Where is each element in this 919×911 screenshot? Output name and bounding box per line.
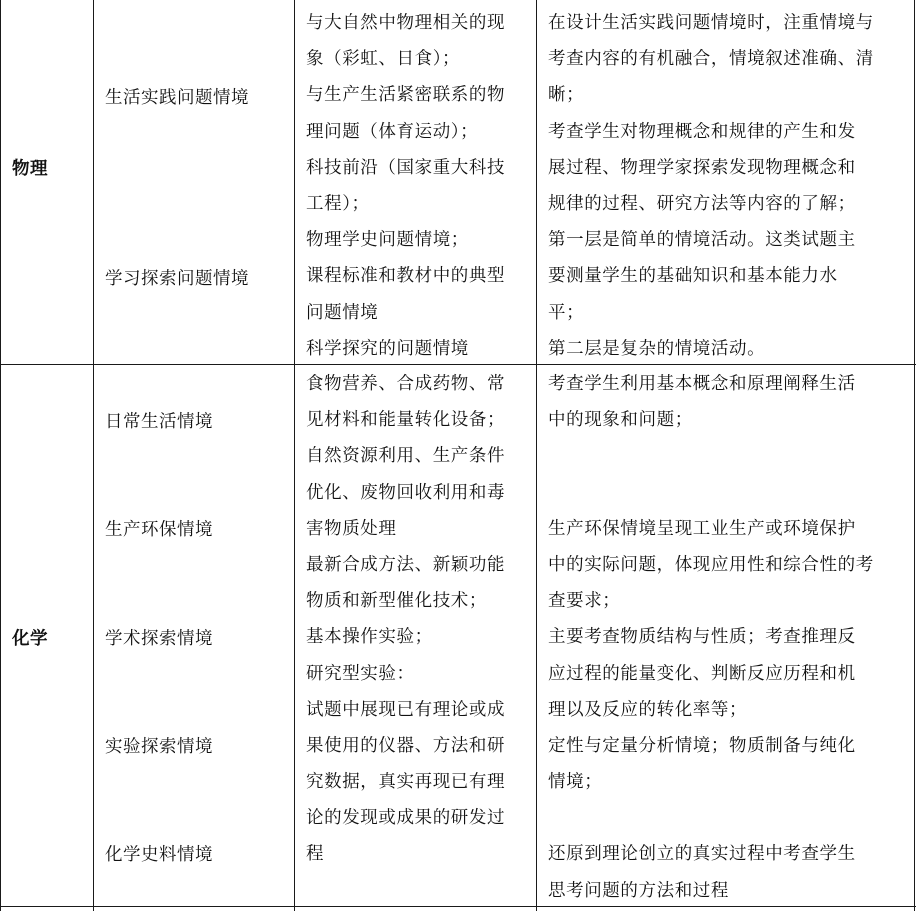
situation-chem-history: 化学史料情境 bbox=[105, 845, 213, 865]
content-line: 与生产生活紧密联系的物 bbox=[306, 85, 506, 106]
requirement-line: 思考问题的方法和过程 bbox=[548, 880, 729, 901]
requirement-line bbox=[548, 800, 874, 836]
table-border-left bbox=[0, 0, 1, 911]
requirement-line: 情境； bbox=[548, 772, 603, 793]
requirement-line: 中的现象和问题； bbox=[548, 410, 693, 431]
column-divider-1 bbox=[93, 0, 94, 911]
situation-chem-production-environment: 生产环保情境 bbox=[105, 520, 213, 540]
requirement-line: 中的实际问题，体现应用性和综合性的考 bbox=[548, 554, 874, 575]
column-divider-2 bbox=[294, 0, 295, 911]
requirement-line: 考查学生对物理概念和规律的产生和发 bbox=[548, 121, 856, 142]
content-line: 基本操作实验； bbox=[306, 627, 433, 648]
content-line: 问题情境 bbox=[306, 302, 379, 323]
content-line: 象（彩虹、日食）； bbox=[306, 49, 461, 70]
content-line: 工程）； bbox=[306, 193, 370, 214]
chemistry-content-cell bbox=[306, 366, 505, 873]
requirement-line: 考查内容的有机融合，情境叙述准确、清 bbox=[548, 49, 874, 70]
subject-label-chemistry: 化学 bbox=[12, 629, 48, 649]
requirement-line: 定性与定量分析情境；物质制备与纯化 bbox=[548, 735, 856, 756]
content-line: 物理学史问题情境； bbox=[306, 230, 469, 251]
requirement-line: 查要求； bbox=[548, 591, 621, 612]
content-line: 见材料和能量转化设备； bbox=[306, 410, 506, 431]
requirement-line: 理以及反应的转化率等； bbox=[548, 699, 748, 720]
content-line: 研究型实验： bbox=[306, 663, 415, 684]
content-line: 害物质处理 bbox=[306, 518, 397, 539]
requirement-line: 晰； bbox=[548, 85, 585, 106]
requirement-line: 规律的过程、研究方法等内容的了解； bbox=[548, 193, 856, 214]
requirement-line bbox=[548, 438, 874, 474]
requirement-line: 平； bbox=[548, 302, 585, 323]
situation-physics-learning-exploration: 学习探索问题情境 bbox=[105, 269, 249, 289]
content-line: 科学探究的问题情境 bbox=[306, 338, 469, 359]
requirement-line: 要测量学生的基础知识和基本能力水 bbox=[548, 266, 838, 287]
chemistry-requirement-cell bbox=[548, 366, 874, 909]
physics-content-cell bbox=[306, 5, 505, 367]
content-line: 科技前沿（国家重大科技 bbox=[306, 157, 506, 178]
content-line: 理问题（体育运动）； bbox=[306, 121, 479, 142]
content-line: 究数据，真实再现已有理 bbox=[306, 772, 506, 793]
requirement-line: 应过程的能量变化、判断反应历程和机 bbox=[548, 663, 856, 684]
requirement-line: 生产环保情境呈现工业生产或环境保护 bbox=[548, 518, 856, 539]
situation-chem-daily-life: 日常生活情境 bbox=[105, 412, 213, 432]
table-border-right bbox=[914, 0, 915, 911]
content-line: 食物营养、合成药物、常 bbox=[306, 374, 506, 394]
requirement-line: 主要考查物质结构与性质；考查推理反 bbox=[548, 627, 856, 648]
requirement-line bbox=[548, 475, 874, 511]
requirement-line: 第一层是简单的情境活动。这类试题主 bbox=[548, 230, 856, 251]
column-divider-3 bbox=[536, 0, 537, 911]
requirement-line: 在设计生活实践问题情境时，注重情境与 bbox=[548, 13, 874, 33]
subject-label-physics: 物理 bbox=[12, 159, 48, 179]
physics-requirement-cell bbox=[548, 5, 874, 367]
content-line: 课程标准和教材中的典型 bbox=[306, 266, 506, 287]
situation-physics-life-practice: 生活实践问题情境 bbox=[105, 88, 249, 108]
situation-chem-experiment-exploration: 实验探索情境 bbox=[105, 737, 213, 757]
content-line: 程 bbox=[306, 844, 325, 865]
content-line: 论的发现或成果的研发过 bbox=[306, 808, 506, 829]
content-line: 最新合成方法、新颖功能 bbox=[306, 554, 506, 575]
requirement-line: 还原到理论创立的真实过程中考查学生 bbox=[548, 844, 856, 865]
requirement-line: 考查学生利用基本概念和原理阐释生活 bbox=[548, 374, 856, 394]
content-line: 物质和新型催化技术； bbox=[306, 591, 487, 612]
content-line: 与大自然中物理相关的现 bbox=[306, 13, 506, 33]
content-line: 试题中展现已有理论或成 bbox=[306, 699, 506, 720]
content-line: 优化、废物回收利用和毒 bbox=[306, 482, 506, 503]
content-line: 果使用的仪器、方法和研 bbox=[306, 735, 506, 756]
requirement-line: 展过程、物理学家探索发现物理概念和 bbox=[548, 157, 856, 178]
requirement-line: 第二层是复杂的情境活动。 bbox=[548, 338, 766, 359]
situation-chem-academic-exploration: 学术探索情境 bbox=[105, 629, 213, 649]
content-line: 自然资源利用、生产条件 bbox=[306, 446, 506, 467]
